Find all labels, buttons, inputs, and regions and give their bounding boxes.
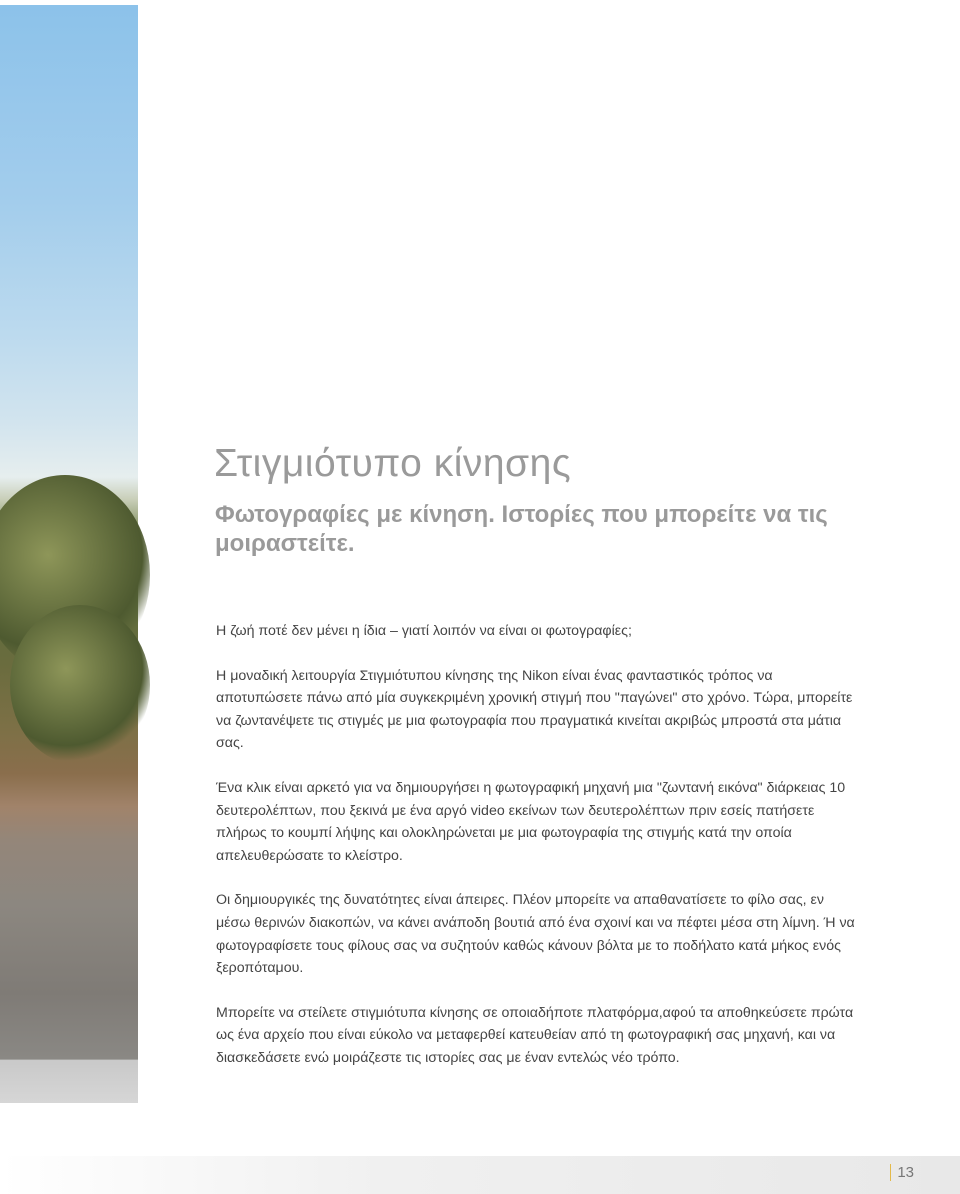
body-text: [216, 620, 856, 1092]
page-number: 13: [890, 1164, 914, 1181]
olive-tree-foliage: [10, 605, 150, 765]
paragraph: Η ζωή ποτέ δεν μένει η ίδια – γιατί λοιπόν να είναι οι φωτογραφίες;: [216, 623, 632, 639]
page-subtitle: Φωτογραφίες με κίνηση. Ιστορίες που μπορείτε να τις μοιραστείτε.: [215, 501, 828, 557]
paragraph: Μπορείτε να στείλετε στιγμιότυπα κίνησης σε οποιαδήποτε πλατφόρμα,αφού τα αποθηκεύσετε πρώτα ως ένα αρχείο που είναι εύκολο να μεταφερθεί κατευθείαν από τη φωτογραφική σας μηχανή, και να διασκεδάσετε ενώ μοιράζεστε τις ιστορίες σας με έναν εντελώς νέο τρόπο.: [216, 1004, 854, 1066]
paragraph: Οι δημιουργικές της δυνατότητες είναι άπειρες. Πλέον μπορείτε να απαθανατίσετε το φίλο σας, εν μέσω θερινών διακοπών, να κάνει ανάποδη βουτιά από ένα σχοινί και να πέφτει μέσα στη λίμνη. Ή να φωτογραφίσετε τους φίλους σας να συζητούν καθώς κάνουν βόλτα με το ποδήλατο κατά μήκος ενός ξεροπόταμου.: [216, 892, 855, 977]
paragraph: Ένα κλικ είναι αρκετό για να δημιουργήσει η φωτογραφική μηχανή μια "ζωντανή εικόνα" διάρκειας 10 δευτερολέπτων, που ξεκινά με ένα αργό video εκείνων των δευτερολέπτων πριν εσείς πατήσετε πλήρως το κουμπί λήψης και ολοκληρώνεται με μια φωτογραφία της στιγμής κατά την οποία απελευθερώσατε το κλείστρο.: [216, 779, 846, 864]
landscape-photo-strip: [0, 5, 138, 1103]
paragraph: Η μοναδική λειτουργία Στιγμιότυπου κίνησης της Nikon είναι ένας φανταστικός τρόπος να αποτυπώσετε πάνω από μία συγκεκριμένη χρονική στιγμή που "παγώνει" στο χρόνο. Τώρα, μπορείτε να ζωντανέψετε τις στιγμές με μια φωτογραφία που πραγματικά κινείται ακριβώς μπροστά στα μάτια σας.: [216, 667, 853, 752]
page-title: Στιγμιότυπο κίνησης: [214, 442, 572, 485]
footer-band: [0, 1156, 960, 1194]
